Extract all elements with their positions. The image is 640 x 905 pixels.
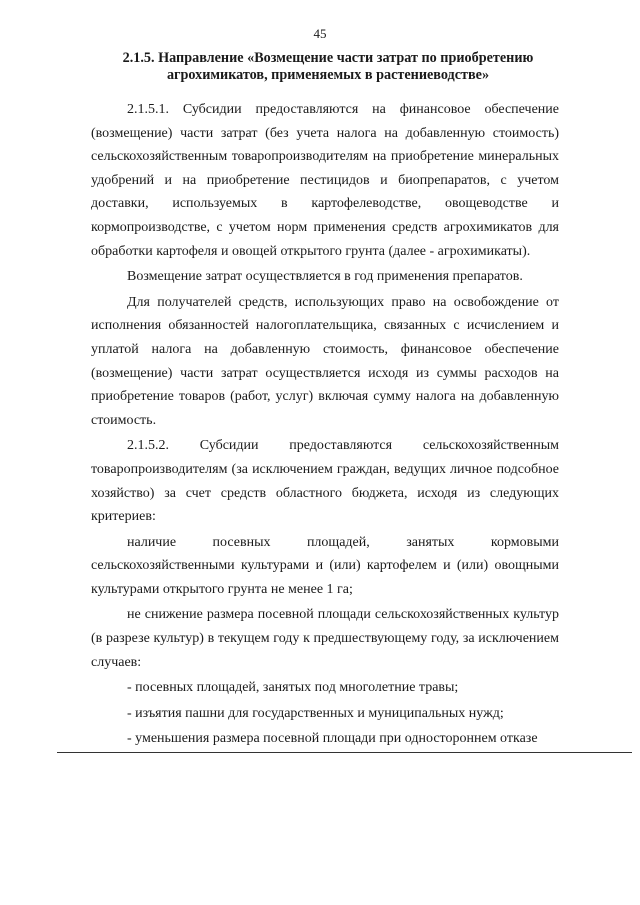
footer-divider <box>57 752 632 753</box>
criterion-sown-area: наличие посевных площадей, занятых кормовыми сельскохозяйственными культурами и (или) картофелем и (или) овощными культурами открытого грунта не менее 1 га; <box>91 534 559 597</box>
exception-land-seizure: - изъятия пашни для государственных и муниципальных нужд; <box>127 705 504 721</box>
document-body <box>91 98 559 751</box>
criterion-no-reduction: не снижение размера посевной площади сельскохозяйственных культур (в разрезе культур) в текущем году к предшествующему году, за исключением случаев: <box>91 607 559 670</box>
exception-unilateral-refusal: - уменьшения размера посевной площади при одностороннем отказе <box>127 731 538 747</box>
section-heading: 2.1.5. Направление «Возмещение части затрат по приобретению агрохимикатов, применяемых в растениеводстве» <box>122 50 534 83</box>
paragraph-reimbursement-year: Возмещение затрат осуществляется в год применения препаратов. <box>127 269 523 285</box>
paragraph-2-1-5-2: 2.1.5.2. Субсидии предоставляются сельскохозяйственным товаропроизводителям (за исключением граждан, ведущих личное подсобное хозяйство) за счет средств областного бюджета, исходя из следующих критериев: <box>91 438 559 525</box>
page-number: 45 <box>313 26 327 41</box>
paragraph-2-1-5-1: 2.1.5.1. Субсидии предоставляются на финансовое обеспечение (возмещение) части затрат (без учета налога на добавленную стоимость) сельскохозяйственным товаропроизводителям на приобретение минеральных удобрений и на приобретение пестицидов и биопрепаратов, с учетом доставки, используемых в картофелеводстве, овощеводстве и кормопроизводстве, с учетом норм применения средств агрохимикатов для обработки картофеля и овощей открытого грунта (далее - агрохимикаты). <box>91 102 559 259</box>
exception-perennial-grasses: - посевных площадей, занятых под многолетние травы; <box>127 680 459 696</box>
paragraph-vat-exemption: Для получателей средств, использующих право на освобождение от исполнения обязанностей налогоплательщика, связанных с исчислением и уплатой налога на добавленную стоимость, финансовое обеспечение (возмещение) части затрат осуществляется исходя из суммы расходов на приобретение товаров (работ, услуг) включая сумму налога на добавленную стоимость. <box>91 294 559 428</box>
